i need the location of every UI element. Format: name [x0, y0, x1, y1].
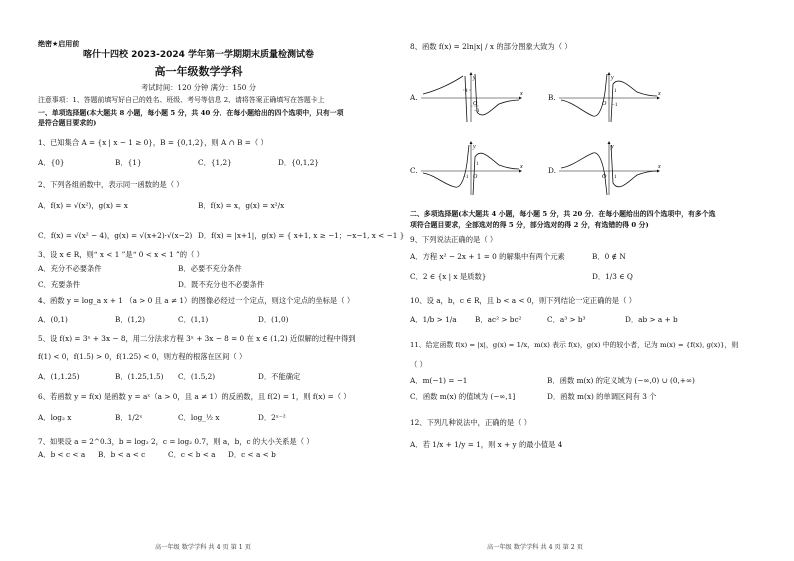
q2-option-c: C．f(x) = √(x² − 4)，g(x) = √(x+2)·√(x−2)	[38, 231, 193, 240]
axis-y-label: y	[611, 75, 614, 81]
q11-option-c: C．函数 m(x) 的值域为 (−∞,1]	[410, 392, 516, 401]
question-8: 8、函数 f(x) = 2ln|x| / x 的部分图象大致为（ ）	[410, 42, 572, 51]
q3-option-c: C．充要条件	[38, 280, 81, 289]
question-5: 5、设 f(x) = 3ˣ + 3x − 8，用二分法求方程 3ˣ + 3x − 8 = 0 在 x ∈ (1,2) 近似解的过程中得到	[38, 334, 356, 343]
q9-option-b: B．0 ∉ N	[592, 252, 626, 261]
tick-label: 1	[614, 175, 617, 180]
section1-heading: 一、单项选择题(本大题共 8 小题，每小题 5 分，共 40 分．在每小题给出的四个选项中，只有一项	[38, 109, 344, 117]
page-footer: 高一年级 数学学科 共 4 页 第 1 页	[155, 544, 251, 551]
page-footer: 高一年级 数学学科 共 4 页 第 2 页	[487, 544, 583, 551]
tick-label: 1	[465, 89, 468, 94]
axis-x-label: x	[520, 164, 523, 170]
question-4: 4、函数 y = log_a x + 1 （a > 0 且 a ≠ 1）的图像必经过一个定点，则这个定点的坐标是（ ）	[38, 296, 355, 305]
q9-option-a: A．方程 x² − 2x + 1 = 0 的解集中有两个元素	[410, 252, 565, 261]
q8-option-b-label: B.	[548, 93, 556, 102]
q8-graph-a	[419, 72, 523, 124]
origin-label: O	[473, 174, 478, 180]
q10-option-b: B．ac² > bc²	[475, 315, 522, 324]
tick-label: 1	[476, 162, 479, 167]
question-9: 9、下列说法正确的是（ ）	[410, 235, 498, 244]
confidential-mark: 绝密★启用前	[38, 40, 80, 48]
q7-option-b: B．b < a < c	[98, 450, 146, 459]
q9-option-c: C．2 ∈ {x | x 是质数}	[410, 272, 487, 281]
question-11-cont: （ ）	[410, 360, 427, 369]
exam-info: 考试时间：120 分钟 满分：150 分	[140, 83, 257, 92]
axis-x-label: x	[658, 91, 661, 97]
q1-option-a: A．{0}	[38, 158, 65, 167]
q7-option-d: D．c < a < b	[228, 450, 276, 459]
section2-heading: 二、多项选择题(本大题共 4 小题，每小题 5 分，共 20 分．在每小题给出的四个选项中，有多个选	[410, 210, 716, 218]
q4-option-b: B．(1,2)	[115, 315, 145, 324]
q3-option-a: A．充分不必要条件	[38, 264, 102, 273]
axis-y-label: y	[473, 144, 476, 150]
q7-option-a: A．b < c < a	[38, 450, 86, 459]
q5-option-d: D．不能确定	[258, 372, 301, 381]
q1-option-d: D．{0,1,2}	[278, 158, 319, 167]
question-1: 1、已知集合 A = {x | x − 1 ≥ 0}，B = {0,1,2}，则 A ∩ B =（ ）	[38, 138, 268, 147]
question-3: 3、设 x ∈ R，则“ x < 1 ”是“ 0 < x < 1 ”的（ ）	[38, 250, 204, 259]
exam-title: 喀什十四校 2023-2024 学年第一学期期末质量检测试卷	[82, 50, 315, 60]
q2-option-d: D．f(x) = |x+1|，g(x) = { x+1, x ≥ −1；−x−1, x < −1 }	[198, 231, 405, 240]
notice: 注意事项：1、答题前填写好自己的姓名、班级、考号等信息 2、请将答案正确填写在答题卡上	[38, 96, 325, 104]
question-6: 6、若函数 y = f(x) 是函数 y = aˣ（a > 0，且 a ≠ 1）的反函数，且 f(2) = 1，则 f(x) =（ ）	[38, 392, 351, 401]
q8-option-a-label: A.	[410, 93, 418, 102]
axis-x-label: x	[520, 91, 523, 97]
q10-option-d: D．ab > a + b	[625, 315, 678, 324]
q2-option-b: B．f(x) = x，g(x) = x²/x	[198, 201, 285, 210]
origin-label: O	[602, 174, 607, 180]
exam-page-2	[397, 0, 794, 561]
axis-y-label: y	[611, 144, 614, 150]
question-12: 12、下列几种说法中，正确的是（ ）	[410, 418, 532, 427]
q4-option-a: A．(0,1)	[38, 315, 68, 324]
q8-graph-b	[557, 72, 661, 124]
q12-option-a: A．若 1/x + 1/y = 1，则 x + y 的最小值是 4	[410, 440, 563, 449]
tick-label: −1	[474, 109, 480, 114]
question-2: 2、下列各组函数中，表示同一函数的是（ ）	[38, 180, 184, 189]
tick-label: −1	[463, 175, 469, 180]
q6-option-c: C．log_½ x	[178, 413, 220, 422]
q6-option-d: D．2ˣ⁻²	[258, 413, 286, 422]
q4-option-c: C．(1,1)	[178, 315, 209, 324]
tick-label: −1	[612, 103, 618, 108]
q8-option-d-label: D.	[548, 166, 556, 175]
q4-option-d: D．(1,0)	[258, 315, 289, 324]
section1-heading-cont: 是符合题目要求的)	[38, 119, 97, 127]
q5-option-a: A．(1,1.25)	[38, 372, 80, 381]
q2-option-a: A．f(x) = √(x²)，g(x) = x	[38, 201, 128, 210]
question-5-cont: f(1) < 0，f(1.5) > 0，f(1.25) < 0，则方程的根落在区间（ ）	[38, 352, 247, 361]
q5-option-b: B．(1.25,1.5)	[115, 372, 164, 381]
q1-option-c: C．{1,2}	[198, 158, 232, 167]
q1-option-b: B．{1}	[115, 158, 142, 167]
q8-graph-c	[419, 141, 523, 197]
q8-graph-d	[557, 141, 661, 197]
q6-option-b: B．1/2ˣ	[115, 413, 143, 422]
q11-option-d: D．函数 m(x) 的单调区间有 3 个	[547, 392, 657, 401]
q5-option-c: C．(1.5,2)	[178, 372, 216, 381]
origin-label: O	[473, 101, 478, 107]
question-11: 11、给定函数 f(x) = |x|，g(x) = 1/x，m(x) 表示 f(x)，g(x) 中的较小者，记为 m(x) = {f(x), g(x)}，则	[410, 341, 739, 349]
q9-option-d: D．1/3 ∈ Q	[592, 272, 633, 281]
q10-option-a: A．1/b > 1/a	[410, 315, 457, 324]
q10-option-c: C．a³ > b³	[547, 315, 586, 324]
q11-option-b: B．函数 m(x) 的定义域为 (−∞,0) ∪ (0,+∞)	[547, 376, 695, 385]
question-10: 10、设 a，b，c ∈ R，且 b < a < 0，则下列结论一定正确的是（ ）	[410, 296, 636, 305]
question-7: 7、如果设 a = 2^0.3，b = log₂ 2，c = log₂ 0.7，则 a，b，c 的大小关系是（ ）	[38, 437, 314, 446]
axis-x-label: x	[658, 164, 661, 170]
tick-label: 1	[614, 89, 617, 94]
q8-option-c-label: C.	[410, 166, 418, 175]
q6-option-a: A．log₂ x	[38, 413, 72, 422]
exam-subtitle: 高一年级数学学科	[154, 65, 243, 78]
q3-option-d: D．既不充分也不必要条件	[178, 280, 265, 289]
axis-y-label: y	[473, 75, 476, 81]
q7-option-c: C．c < b < a	[168, 450, 216, 459]
q11-option-a: A．m(−1) = −1	[410, 376, 468, 385]
q3-option-b: B．必要不充分条件	[178, 264, 242, 273]
section2-heading-cont: 项符合题目要求，全部选对的得 5 分，部分选对的得 2 分，有选错的得 0 分)	[410, 221, 649, 229]
origin-label: O	[602, 101, 607, 107]
